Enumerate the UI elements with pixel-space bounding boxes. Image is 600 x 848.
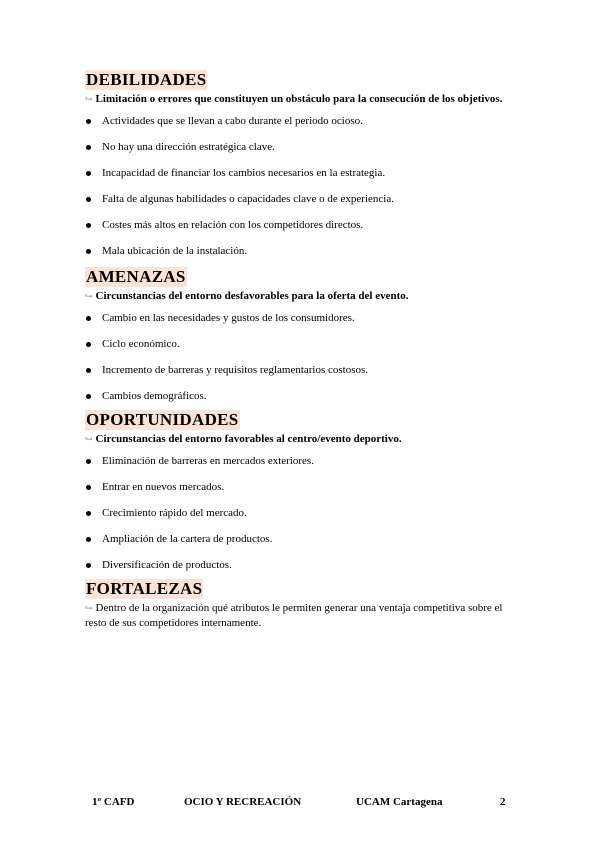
list-item: Falta de algunas habilidades o capacidades clave o de experiencia. <box>85 191 515 207</box>
bullet-icon <box>86 563 91 568</box>
list-item: Ciclo económico. <box>85 336 515 352</box>
list-item: Cambio en las necesidades y gustos de los consumidores. <box>85 310 515 326</box>
list-item: Mala ubicación de la instalación. <box>85 243 515 259</box>
section-intro: ↪ Circunstancias del entorno favorables al centro/evento deportivo. <box>85 433 402 445</box>
list-item: Actividades que se llevan a cabo durante el periodo ocioso. <box>85 113 515 129</box>
list-item: Diversificación de productos. <box>85 557 515 573</box>
section-oportunidades <box>85 410 515 573</box>
section-title: FORTALEZAS <box>86 579 203 598</box>
document-page <box>85 70 515 637</box>
bullet-icon <box>86 368 91 373</box>
section-title: DEBILIDADES <box>86 70 207 89</box>
section-intro: ↪ Limitación o errores que constituyen un obstáculo para la consecución de los objetivos. <box>85 93 503 105</box>
section-fortalezas <box>85 579 515 631</box>
list-item: Incapacidad de financiar los cambios necesarios en la estrategia. <box>85 165 515 181</box>
bullet-icon <box>86 511 91 516</box>
list-item: Eliminación de barreras en mercados exteriores. <box>85 453 515 469</box>
bullet-list <box>85 310 515 404</box>
list-item: Incremento de barreras y requisitos reglamentarios costosos. <box>85 362 515 378</box>
bullet-icon <box>86 249 91 254</box>
arrow-icon: ↪ <box>85 603 93 613</box>
bullet-icon <box>86 197 91 202</box>
bullet-icon <box>86 171 91 176</box>
bullet-icon <box>86 316 91 321</box>
footer-place: UCAM Cartagena <box>356 796 443 808</box>
arrow-icon: ↪ <box>85 94 93 104</box>
section-title: OPORTUNIDADES <box>86 410 239 429</box>
list-item: Costes más altos en relación con los competidores directos. <box>85 217 515 233</box>
section-title: AMENAZAS <box>86 267 186 286</box>
section-intro: ↪ Circunstancias del entorno desfavorables para la oferta del evento. <box>85 290 409 302</box>
bullet-icon <box>86 223 91 228</box>
bullet-icon <box>86 145 91 150</box>
list-item: Cambios demográficos. <box>85 388 515 404</box>
footer-course: 1º CAFD <box>92 796 135 808</box>
section-amenazas <box>85 267 515 404</box>
footer-subject: OCIO Y RECREACIÓN <box>184 796 302 808</box>
list-item: Entrar en nuevos mercados. <box>85 479 515 495</box>
list-item: Ampliación de la cartera de productos. <box>85 531 515 547</box>
page-footer <box>0 796 600 812</box>
bullet-list <box>85 453 515 573</box>
section-intro: ↪ Dentro de la organización qué atributos le permiten generar una ventaja competitiva sobre el resto de sus competidores internamente. <box>85 602 503 629</box>
bullet-icon <box>86 485 91 490</box>
section-debilidades <box>85 70 515 259</box>
page-number: 2 <box>500 796 506 808</box>
bullet-list <box>85 113 515 259</box>
arrow-icon: ↪ <box>85 291 93 301</box>
arrow-icon: ↪ <box>85 434 93 444</box>
bullet-icon <box>86 342 91 347</box>
bullet-icon <box>86 119 91 124</box>
list-item: Crecimiento rápido del mercado. <box>85 505 515 521</box>
bullet-icon <box>86 394 91 399</box>
bullet-icon <box>86 537 91 542</box>
list-item: No hay una dirección estratégica clave. <box>85 139 515 155</box>
bullet-icon <box>86 459 91 464</box>
